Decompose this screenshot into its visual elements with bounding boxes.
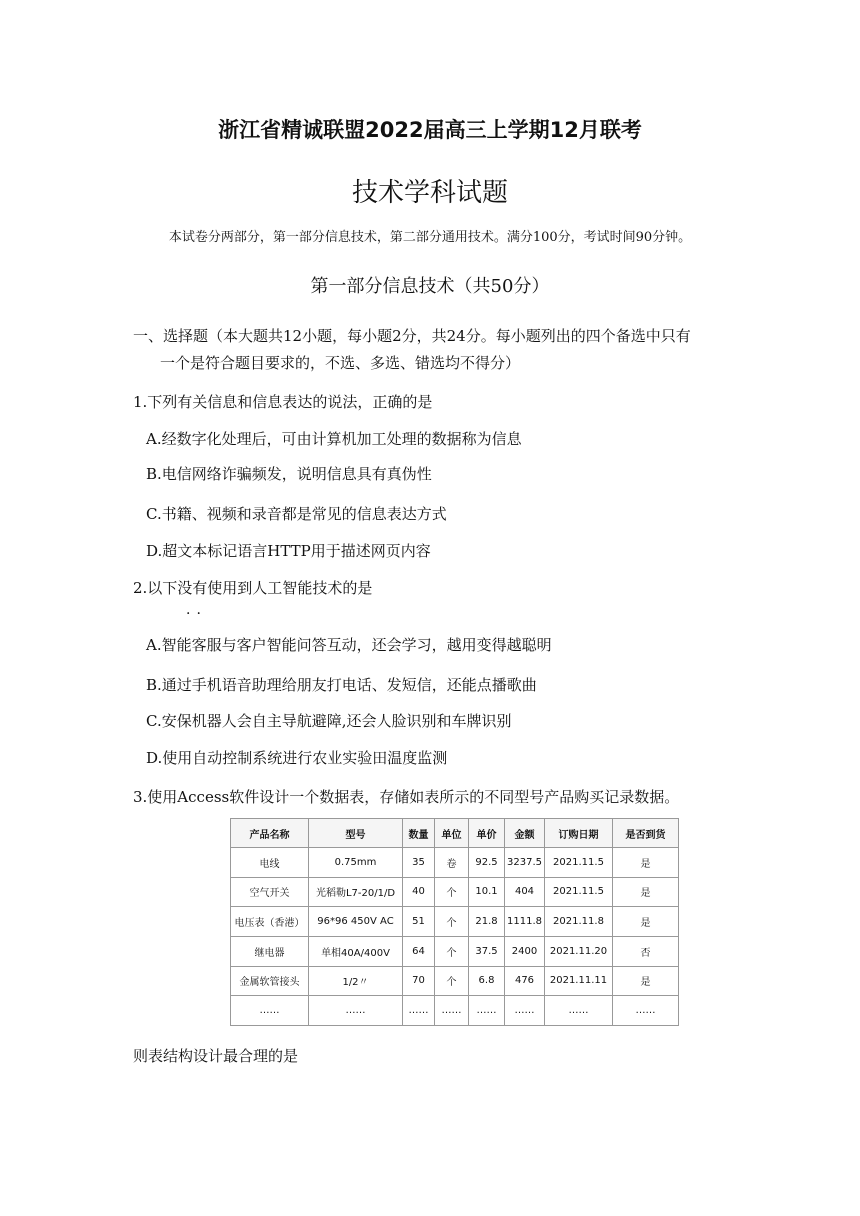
table-cell: …… [545, 996, 613, 1026]
question-1-option-d: D.超文本标记语言HTTP用于描述网页内容 [146, 542, 431, 560]
purchase-records-table [230, 818, 679, 1026]
question-2-option-c: C.安保机器人会自主导航避障,还会人脸识别和车牌识别 [146, 712, 512, 730]
table-cell: 电压表（香港） [231, 907, 309, 937]
table-cell: 2021.11.8 [545, 907, 613, 937]
table-cell: …… [403, 996, 435, 1026]
table-cell: 21.8 [469, 907, 505, 937]
table-cell: 单相40A/400V [309, 936, 403, 966]
table-cell: 光稻勒L7-20/1/D [309, 877, 403, 907]
emphasis-dots: ·· [186, 606, 207, 622]
question-3-followup: 则表结构设计最合理的是 [133, 1047, 299, 1065]
table-cell: 96*96 450V AC [309, 907, 403, 937]
header-order-date: 订购日期 [545, 819, 613, 848]
table-cell: 电线 [231, 848, 309, 878]
table-row [231, 936, 679, 966]
question-1-stem: 1.下列有关信息和信息表达的说法，正确的是 [133, 393, 433, 411]
table-cell: 是 [613, 966, 679, 996]
table-cell: 2021.11.11 [545, 966, 613, 996]
table-cell: 卷 [435, 848, 469, 878]
table-cell: 37.5 [469, 936, 505, 966]
table-cell: 51 [403, 907, 435, 937]
table-cell: 个 [435, 877, 469, 907]
section-instructions-line1: 一、选择题（本大题共12小题，每小题2分，共24分。每小题列出的四个备选中只有 [133, 327, 691, 345]
table-cell: 70 [403, 966, 435, 996]
table-cell: 是 [613, 907, 679, 937]
header-quantity: 数量 [403, 819, 435, 848]
table-cell: 个 [435, 966, 469, 996]
header-unit-price: 单价 [469, 819, 505, 848]
table-cell: 2021.11.5 [545, 848, 613, 878]
exam-note: 本试卷分两部分，第一部分信息技术，第二部分通用技术。满分100分，考试时间90分钟。 [168, 230, 692, 245]
table-row [231, 877, 679, 907]
section-instructions-line2: 一个是符合题目要求的，不选、多选、错选均不得分） [160, 354, 521, 372]
header-model: 型号 [309, 819, 403, 848]
table-cell: 1111.8 [505, 907, 545, 937]
table-row [231, 996, 679, 1026]
table-cell: 3237.5 [505, 848, 545, 878]
question-2-option-d: D.使用自动控制系统进行农业实验田温度监测 [146, 749, 448, 767]
table-row [231, 907, 679, 937]
header-product-name: 产品名称 [231, 819, 309, 848]
table-cell: 个 [435, 936, 469, 966]
table-cell: 2021.11.5 [545, 877, 613, 907]
table-cell: …… [469, 996, 505, 1026]
table-cell: 10.1 [469, 877, 505, 907]
question-2-option-a: A.智能客服与客户智能问答互动，还会学习，越用变得越聪明 [146, 636, 552, 654]
table-cell: 92.5 [469, 848, 505, 878]
table-cell: 继电器 [231, 936, 309, 966]
header-arrived: 是否到货 [613, 819, 679, 848]
table-row [231, 848, 679, 878]
table-cell: 个 [435, 907, 469, 937]
table-cell: 1/2〃 [309, 966, 403, 996]
question-1-option-a: A.经数字化处理后，可由计算机加工处理的数据称为信息 [146, 430, 522, 448]
header-amount: 金额 [505, 819, 545, 848]
table-cell: …… [613, 996, 679, 1026]
exam-subtitle: 技术学科试题 [351, 178, 508, 208]
question-3-stem: 3.使用Access软件设计一个数据表，存储如表所示的不同型号产品购买记录数据。 [133, 788, 680, 806]
table-cell: …… [505, 996, 545, 1026]
table-cell: 是 [613, 877, 679, 907]
table-cell: 64 [403, 936, 435, 966]
exam-title: 浙江省精诚联盟2022届高三上学期12月联考 [218, 118, 642, 142]
table-cell: 否 [613, 936, 679, 966]
question-1-option-b: B.电信网络诈骗频发，说明信息具有真伪性 [146, 465, 432, 483]
question-1-option-c: C.书籍、视频和录音都是常见的信息表达方式 [146, 505, 447, 523]
table-header-row [231, 819, 679, 848]
part-heading: 第一部分信息技术（共50分） [310, 276, 550, 297]
table-cell: 40 [403, 877, 435, 907]
table-cell: 6.8 [469, 966, 505, 996]
table-cell: 空气开关 [231, 877, 309, 907]
table-cell: …… [435, 996, 469, 1026]
table-cell: 2400 [505, 936, 545, 966]
table-cell: 0.75mm [309, 848, 403, 878]
table-cell: 404 [505, 877, 545, 907]
table-cell: 476 [505, 966, 545, 996]
header-unit: 单位 [435, 819, 469, 848]
table-row [231, 966, 679, 996]
table-cell: 35 [403, 848, 435, 878]
table-cell: 是 [613, 848, 679, 878]
table-cell: …… [231, 996, 309, 1026]
table-cell: 2021.11.20 [545, 936, 613, 966]
table-cell: 金属软管接头 [231, 966, 309, 996]
table-cell: …… [309, 996, 403, 1026]
question-2-stem: 2.以下没有使用到人工智能技术的是 [133, 579, 373, 597]
question-2-option-b: B.通过手机语音助理给朋友打电话、发短信，还能点播歌曲 [146, 676, 537, 694]
